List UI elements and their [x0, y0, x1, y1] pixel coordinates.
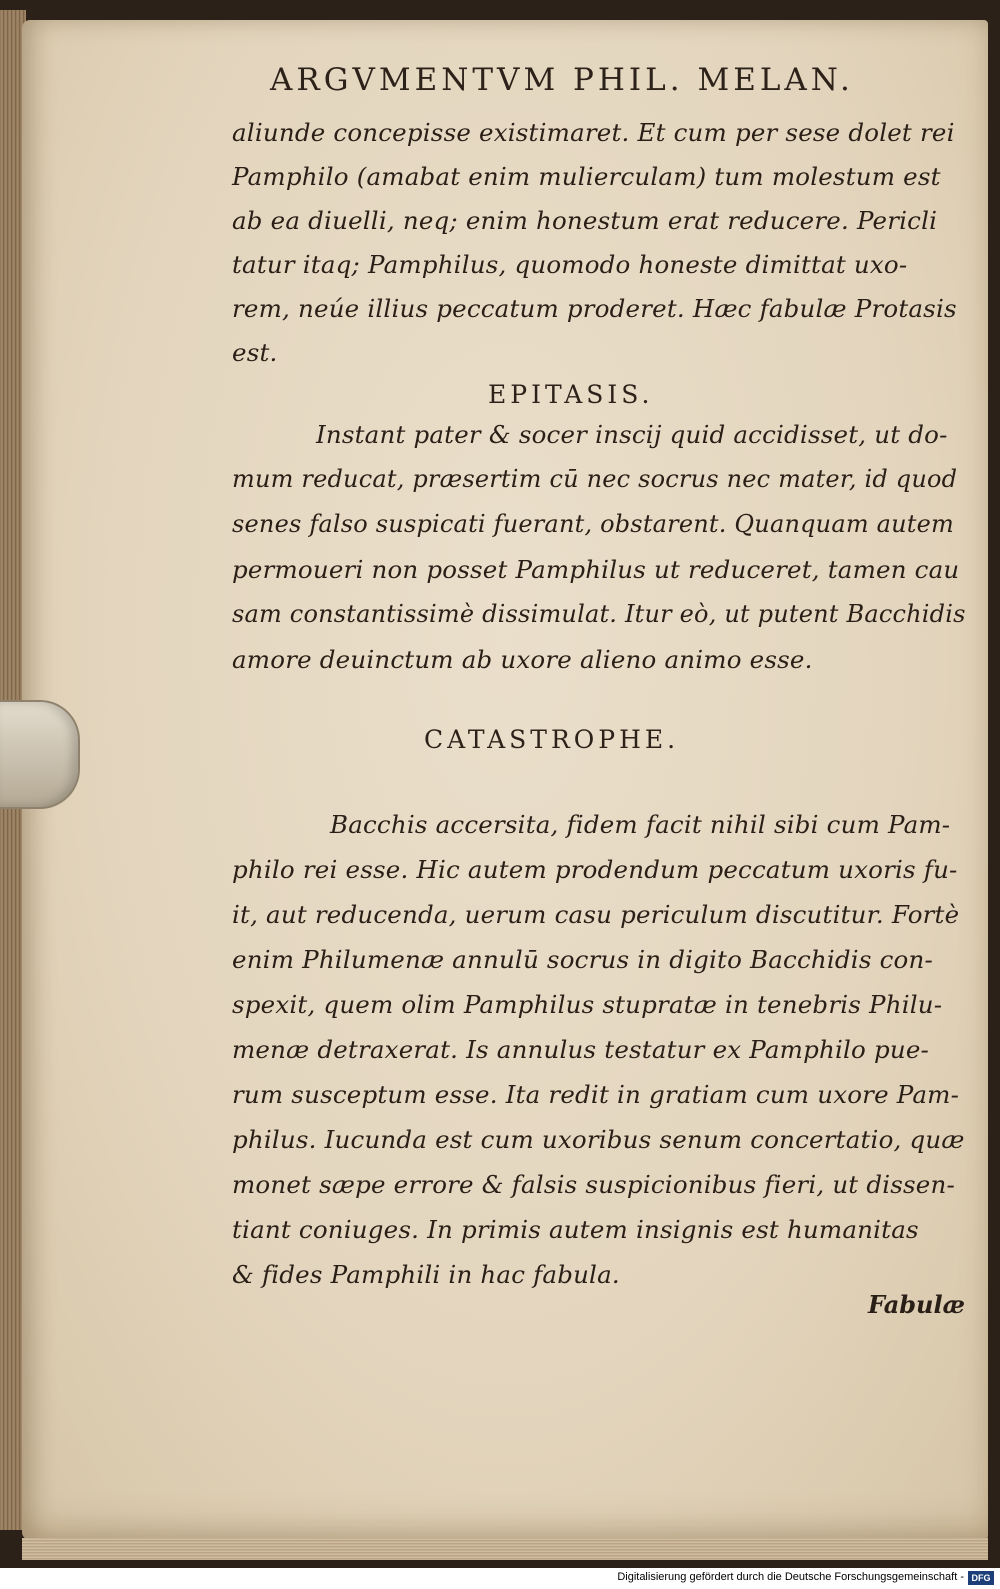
text-line: monet sæpe errore & falsis suspicionibus fieri, ut dissen- [232, 1170, 955, 1199]
catchword: Fabulæ [868, 1290, 965, 1319]
section-heading-catastrophe: CATASTROPHE. [424, 725, 680, 754]
text-line: est. [232, 338, 278, 367]
text-line: philus. Iucunda est cum uxoribus senum concertatio, quæ [232, 1125, 965, 1154]
text-line: & fides Pamphili in hac fabula. [232, 1260, 620, 1289]
text-line: senes falso suspicati fuerant, obstarent. Quanquam autem [232, 510, 955, 538]
text-line: sam constantissimè dissimulat. Itur eò, ut putent Bacchidis [232, 600, 966, 628]
text-line: rem, neúe illius peccatum proderet. Hæc fabulæ Protasis [232, 294, 957, 323]
text-line: tiant coniuges. In primis autem insignis est humanitas [232, 1215, 919, 1244]
book-page [22, 20, 988, 1540]
text-line: spexit, quem olim Pamphilus stupratæ in tenebris Philu- [232, 990, 943, 1019]
text-line: rum susceptum esse. Ita redit in gratiam cum uxore Pam- [232, 1080, 960, 1109]
text-line: ab ea diuelli, neq; enim honestum erat reducere. Pericli [232, 206, 938, 235]
text-line: mum reducat, præsertim cū nec socrus nec mater, id quod [232, 465, 958, 493]
text-line: amore deuinctum ab uxore alieno animo esse. [232, 645, 813, 674]
page-clip [0, 700, 80, 809]
running-head: ARGVMENTVM PHIL. MELAN. [270, 62, 854, 98]
text-line: Pamphilo (amabat enim mulierculam) tum molestum est [232, 162, 941, 191]
dfg-logo-icon: DFG [968, 1571, 994, 1585]
text-line: permoueri non posset Pamphilus ut reduceret, tamen cau [232, 555, 960, 584]
text-line: enim Philumenæ annulū socrus in digito Bacchidis con- [232, 945, 933, 974]
text-line: tatur itaq; Pamphilus, quomodo honeste dimittat uxo- [232, 250, 908, 279]
text-line: Bacchis accersita, fidem facit nihil sibi cum Pam- [330, 810, 951, 839]
book-bottom-edge [22, 1538, 988, 1560]
text-line: Instant pater & socer inscij quid accidisset, ut do- [316, 420, 948, 449]
funding-notice: Digitalisierung gefördert durch die Deutsche Forschungsgemeinschaft - [617, 1571, 964, 1583]
text-line: menæ detraxerat. Is annulus testatur ex Pamphilo pue- [232, 1035, 930, 1064]
section-heading-epitasis: EPITASIS. [488, 380, 654, 409]
text-line: philo rei esse. Hic autem prodendum peccatum uxoris fu- [232, 855, 958, 884]
text-line: it, aut reducenda, uerum casu periculum discutitur. Fortè [232, 900, 960, 929]
text-line: aliunde concepisse existimaret. Et cum per sese dolet rei [232, 118, 955, 147]
digitization-footer [0, 1568, 1000, 1589]
